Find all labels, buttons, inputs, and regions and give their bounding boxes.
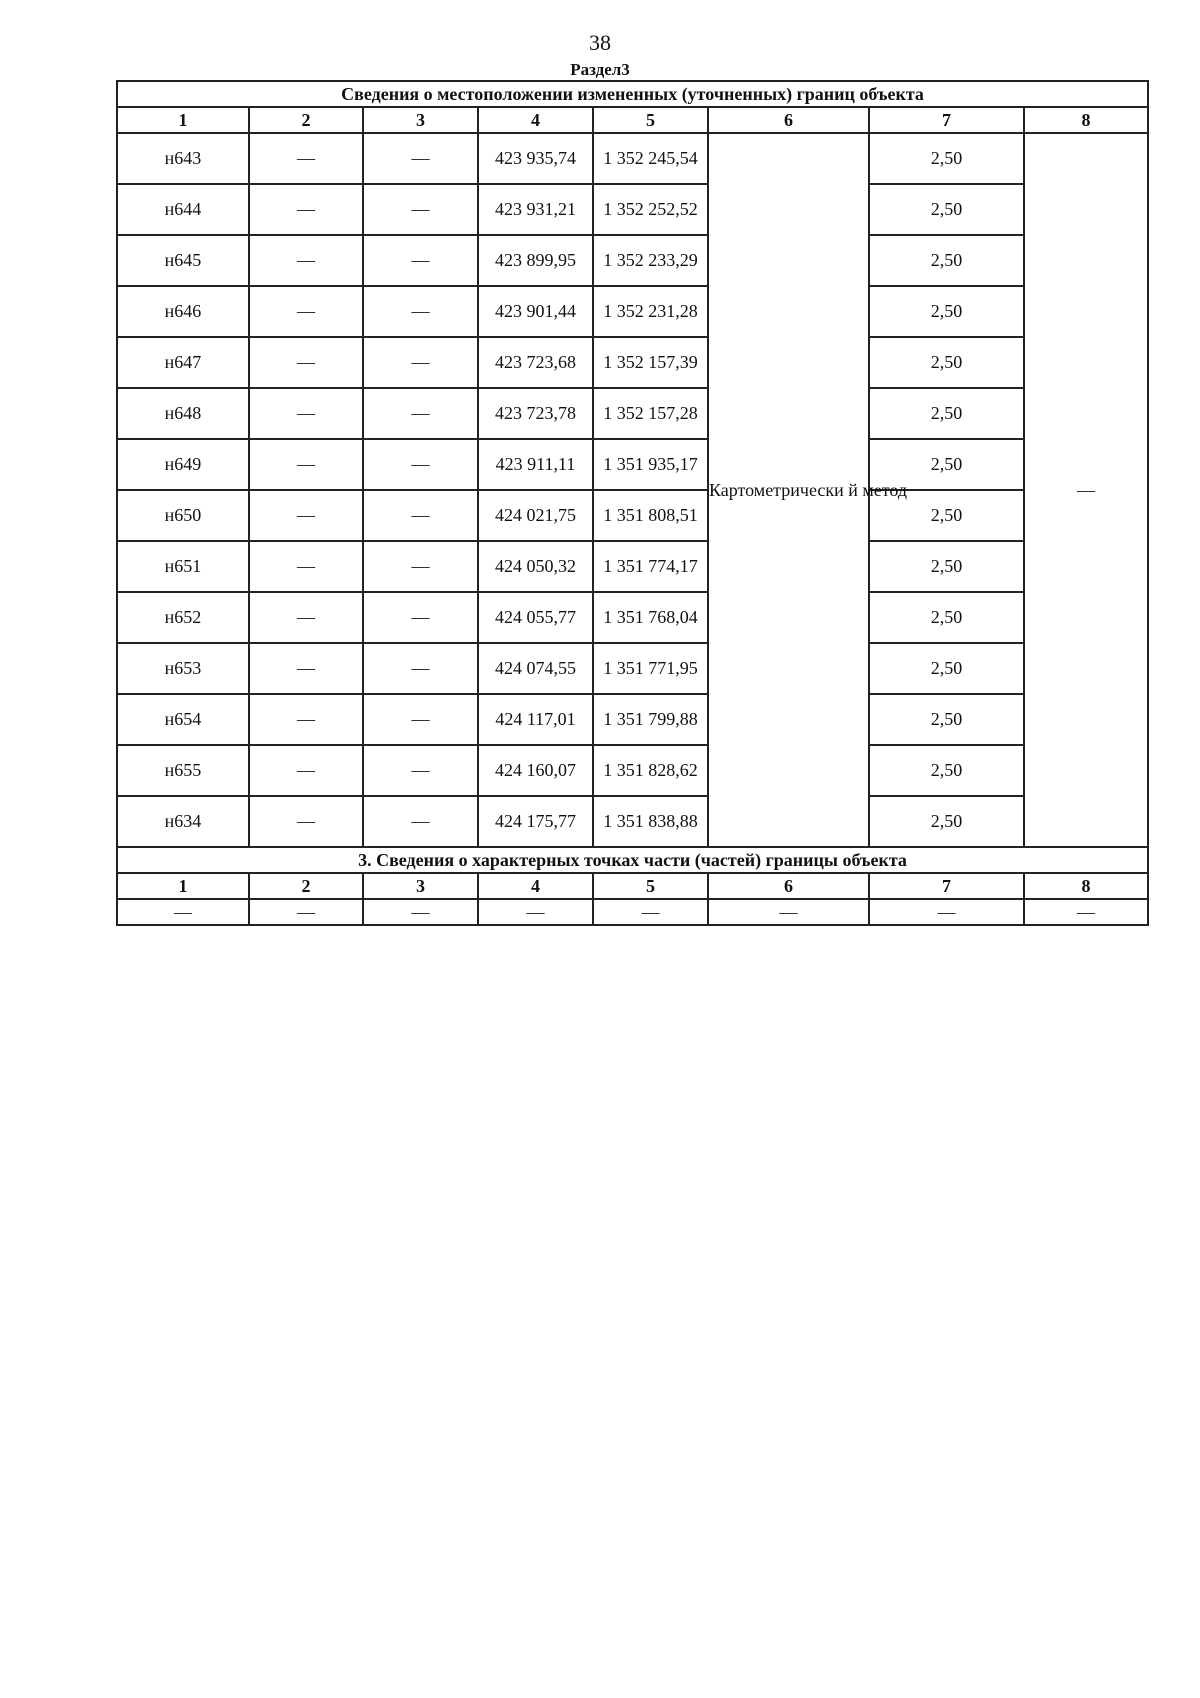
coordinate-y-cell: 1 352 245,54 <box>593 133 708 184</box>
dash-cell: — <box>363 133 478 184</box>
column-number: 5 <box>593 873 708 899</box>
column-number: 5 <box>593 107 708 133</box>
accuracy-cell: 2,50 <box>869 388 1024 439</box>
point-id-cell: н655 <box>117 745 249 796</box>
coordinate-y-cell: 1 351 828,62 <box>593 745 708 796</box>
column-number: 7 <box>869 107 1024 133</box>
column-number: 3 <box>363 107 478 133</box>
coordinate-y-cell: 1 352 157,39 <box>593 337 708 388</box>
coordinate-x-cell: 424 074,55 <box>478 643 593 694</box>
point-id-cell: н646 <box>117 286 249 337</box>
column-number: 4 <box>478 107 593 133</box>
parts-title: 3. Сведения о характерных точках части (частей) границы объекта <box>117 847 1148 873</box>
coordinate-x-cell: 424 175,77 <box>478 796 593 847</box>
coordinate-y-cell: 1 351 838,88 <box>593 796 708 847</box>
column-number: 8 <box>1024 107 1148 133</box>
dash-cell: — <box>363 796 478 847</box>
table-row <box>117 439 1148 490</box>
coordinate-y-cell: 1 351 768,04 <box>593 592 708 643</box>
column-number-row <box>117 107 1148 133</box>
coordinate-x-cell: 424 021,75 <box>478 490 593 541</box>
column-number: 2 <box>249 107 363 133</box>
section-label: Раздел3 <box>570 60 630 79</box>
dash-cell: — <box>363 184 478 235</box>
point-id-cell: н653 <box>117 643 249 694</box>
point-id-cell: н651 <box>117 541 249 592</box>
column-number: 7 <box>869 873 1024 899</box>
point-id-cell: н649 <box>117 439 249 490</box>
dash-cell: — <box>249 439 363 490</box>
point-id-cell: н634 <box>117 796 249 847</box>
dash-cell: — <box>249 133 363 184</box>
accuracy-cell: 2,50 <box>869 439 1024 490</box>
dash-cell: — <box>363 541 478 592</box>
dash-cell: — <box>363 337 478 388</box>
table-row <box>117 235 1148 286</box>
coordinate-x-cell: 423 901,44 <box>478 286 593 337</box>
coordinate-x-cell: 423 723,78 <box>478 388 593 439</box>
coordinate-y-cell: 1 352 157,28 <box>593 388 708 439</box>
accuracy-cell: 2,50 <box>869 184 1024 235</box>
table-row <box>117 541 1148 592</box>
table-title: Сведения о местоположении измененных (уточненных) границ объекта <box>117 81 1148 107</box>
dash-cell: — <box>363 439 478 490</box>
dash-cell: — <box>249 592 363 643</box>
accuracy-cell: 2,50 <box>869 490 1024 541</box>
coordinate-y-cell: 1 352 233,29 <box>593 235 708 286</box>
dash-cell: — <box>363 235 478 286</box>
coordinate-y-cell: 1 351 799,88 <box>593 694 708 745</box>
point-id-cell: н644 <box>117 184 249 235</box>
dash-cell: — <box>249 745 363 796</box>
dash-cell: — <box>363 490 478 541</box>
table-row <box>117 796 1148 847</box>
coordinate-y-cell: 1 352 252,52 <box>593 184 708 235</box>
coordinate-x-cell: 424 055,77 <box>478 592 593 643</box>
coordinate-x-cell: 423 899,95 <box>478 235 593 286</box>
dash-cell: — <box>249 796 363 847</box>
dash-cell: — <box>249 541 363 592</box>
boundary-points-table <box>116 80 1149 926</box>
table-row <box>117 388 1148 439</box>
accuracy-cell: 2,50 <box>869 592 1024 643</box>
coordinate-x-cell: 424 050,32 <box>478 541 593 592</box>
dash-cell: — <box>478 899 593 925</box>
point-id-cell: н648 <box>117 388 249 439</box>
table-row <box>117 184 1148 235</box>
point-id-cell: н652 <box>117 592 249 643</box>
column-number: 6 <box>708 107 869 133</box>
dash-cell: — <box>363 745 478 796</box>
coordinate-x-cell: 424 117,01 <box>478 694 593 745</box>
point-id-cell: н654 <box>117 694 249 745</box>
dash-cell: — <box>363 643 478 694</box>
coordinate-x-cell: 423 931,21 <box>478 184 593 235</box>
column-number: 3 <box>363 873 478 899</box>
dash-cell: — <box>249 286 363 337</box>
coordinate-y-cell: 1 351 808,51 <box>593 490 708 541</box>
dash-cell: — <box>249 184 363 235</box>
column-number: 2 <box>249 873 363 899</box>
dash-cell: — <box>708 899 869 925</box>
dash-cell: — <box>363 899 478 925</box>
column-number: 6 <box>708 873 869 899</box>
table-row <box>117 694 1148 745</box>
column-number: 1 <box>117 873 249 899</box>
table-row <box>117 592 1148 643</box>
table-row <box>117 286 1148 337</box>
dash-cell: — <box>249 388 363 439</box>
accuracy-cell: 2,50 <box>869 337 1024 388</box>
point-id-cell: н647 <box>117 337 249 388</box>
dash-cell: — <box>249 490 363 541</box>
coordinate-y-cell: 1 351 774,17 <box>593 541 708 592</box>
accuracy-cell: 2,50 <box>869 694 1024 745</box>
accuracy-cell: 2,50 <box>869 286 1024 337</box>
table-row <box>117 133 1148 184</box>
dash-cell: — <box>363 592 478 643</box>
col8-cell: — <box>1024 133 1148 847</box>
coordinate-x-cell: 424 160,07 <box>478 745 593 796</box>
point-id-cell: н645 <box>117 235 249 286</box>
dash-cell: — <box>593 899 708 925</box>
dash-cell: — <box>869 899 1024 925</box>
dash-cell: — <box>249 337 363 388</box>
point-id-cell: н643 <box>117 133 249 184</box>
accuracy-cell: 2,50 <box>869 235 1024 286</box>
dash-cell: — <box>117 899 249 925</box>
dash-cell: — <box>249 899 363 925</box>
coordinate-y-cell: 1 352 231,28 <box>593 286 708 337</box>
dash-cell: — <box>249 694 363 745</box>
dash-cell: — <box>249 643 363 694</box>
accuracy-cell: 2,50 <box>869 796 1024 847</box>
accuracy-cell: 2,50 <box>869 541 1024 592</box>
dash-cell: — <box>363 286 478 337</box>
page-number: 38 <box>589 30 611 55</box>
table-row <box>117 337 1148 388</box>
dash-cell: — <box>1024 899 1148 925</box>
accuracy-cell: 2,50 <box>869 643 1024 694</box>
coordinate-x-cell: 423 723,68 <box>478 337 593 388</box>
table-row <box>117 745 1148 796</box>
dash-cell: — <box>363 694 478 745</box>
table-row <box>117 490 1148 541</box>
coordinate-x-cell: 423 911,11 <box>478 439 593 490</box>
accuracy-cell: 2,50 <box>869 745 1024 796</box>
parts-empty-row <box>117 899 1148 925</box>
method-cell: Картометрически й метод <box>708 133 869 847</box>
accuracy-cell: 2,50 <box>869 133 1024 184</box>
coordinate-x-cell: 423 935,74 <box>478 133 593 184</box>
parts-column-number-row <box>117 873 1148 899</box>
dash-cell: — <box>363 388 478 439</box>
coordinate-y-cell: 1 351 771,95 <box>593 643 708 694</box>
column-number: 4 <box>478 873 593 899</box>
column-number: 8 <box>1024 873 1148 899</box>
column-number: 1 <box>117 107 249 133</box>
coordinate-y-cell: 1 351 935,17 <box>593 439 708 490</box>
dash-cell: — <box>249 235 363 286</box>
point-id-cell: н650 <box>117 490 249 541</box>
table-row <box>117 643 1148 694</box>
